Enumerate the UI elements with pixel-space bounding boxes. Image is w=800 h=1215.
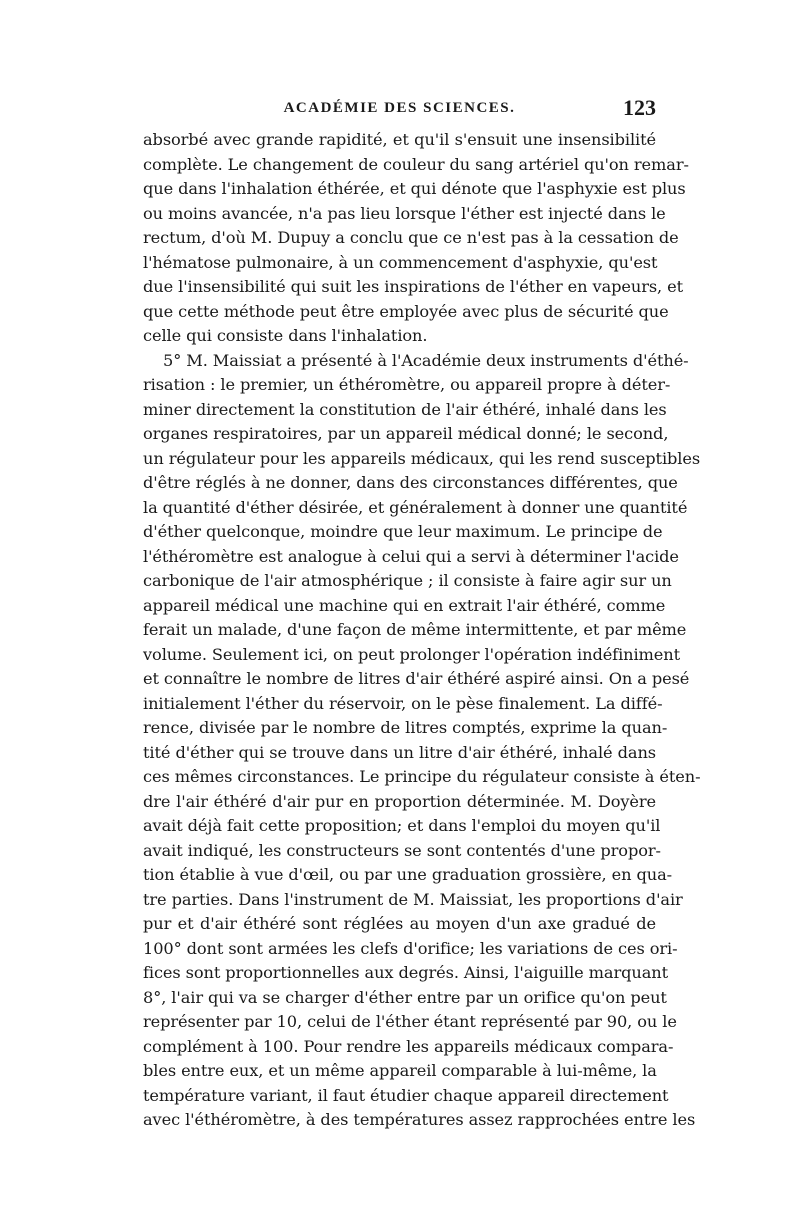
text-line: et connaître le nombre de litres d'air éthéré aspiré ainsi. On a pesé — [143, 669, 690, 688]
text-line: température variant, il faut étudier chaque appareil directement — [143, 1085, 669, 1105]
text-line: miner directement la constitution de l'air éthéré, inhalé dans les — [143, 399, 667, 419]
text-line: pur et d'air éthéré sont réglées au moyen d'un axe gradué de — [143, 914, 656, 933]
text-line: un régulateur pour les appareils médicaux, qui les rend susceptibles — [143, 448, 701, 468]
text-line: bles entre eux, et un même appareil comparable à lui-même, la — [143, 1061, 657, 1080]
text-line: due l'insensibilité qui suit les inspirations de l'éther en vapeurs, et — [143, 277, 684, 296]
text-line: celle qui consiste dans l'inhalation. — [143, 326, 428, 345]
text-line: ces mêmes circonstances. Le principe du régulateur consiste à éten- — [143, 767, 701, 786]
text-line: d'éther quelconque, moindre que leur maximum. Le principe de — [143, 522, 663, 541]
text-line: initialement l'éther du réservoir, on le pèse finalement. La diffé- — [143, 693, 663, 713]
text-line: que cette méthode peut être employée avec plus de sécurité que — [143, 301, 669, 321]
text-line: fices sont proportionnelles aux degrés. Ainsi, l'aiguille marquant — [143, 963, 668, 982]
page-number: 123 — [623, 95, 656, 120]
text-line: la quantité d'éther désirée, et généralement à donner une quantité — [143, 497, 688, 517]
text-line: organes respiratoires, par un appareil médical donné; le second, — [143, 424, 669, 443]
text-line: tité d'éther qui se trouve dans un litre d'air éthéré, inhalé dans — [143, 742, 656, 762]
text-line: rectum, d'où M. Dupuy a conclu que ce n'est pas à la cessation de — [143, 228, 679, 247]
text-line: rence, divisée par le nombre de litres comptés, exprime la quan- — [143, 718, 668, 737]
text-line: complément à 100. Pour rendre les appareils médicaux compara- — [143, 1036, 674, 1056]
running-header — [143, 95, 656, 122]
text-line: complète. Le changement de couleur du sang artériel qu'on remar- — [143, 154, 689, 174]
text-line: risation : le premier, un éthéromètre, ou appareil propre à déter- — [143, 375, 671, 394]
text-line: 8°, l'air qui va se charger d'éther entre par un orifice qu'on peut — [143, 987, 667, 1007]
text-line: ferait un malade, d'une façon de même intermittente, et par même — [143, 620, 687, 639]
text-line: avec l'éthéromètre, à des températures assez rapprochées entre les — [143, 1110, 696, 1129]
text-line: 100° dont sont armées les clefs d'orifice; les variations de ces ori- — [143, 938, 678, 958]
body-text — [143, 128, 701, 1133]
text-line: dre l'air éthéré d'air pur en proportion déterminée. M. Doyère — [143, 791, 656, 811]
text-line: représenter par 10, celui de l'éther étant représenté par 90, ou le — [143, 1012, 677, 1031]
text-line: volume. Seulement ici, on peut prolonger l'opération indéfiniment — [143, 644, 681, 664]
text-line: tion établie à vue d'œil, ou par une graduation grossière, en qua- — [143, 865, 672, 884]
text-line: appareil médical une machine qui en extrait l'air éthéré, comme — [143, 595, 666, 615]
text-line: l'hématose pulmonaire, à un commencement d'asphyxie, qu'est — [143, 252, 658, 272]
text-line: tre parties. Dans l'instrument de M. Maissiat, les proportions d'air — [143, 889, 683, 909]
running-title: ACADÉMIE DES SCIENCES. — [283, 100, 516, 116]
text-line: ou moins avancée, n'a pas lieu lorsque l'éther est injecté dans le — [143, 203, 666, 223]
text-line: avait indiqué, les constructeurs se sont contentés d'une propor- — [143, 840, 661, 860]
text-line: d'être réglés à ne donner, dans des circonstances différentes, que — [143, 473, 678, 492]
text-line: avait déjà fait cette proposition; et dans l'emploi du moyen qu'il — [143, 816, 661, 835]
text-line: que dans l'inhalation éthérée, et qui dénote que l'asphyxie est plus — [143, 179, 686, 198]
paragraph-start-line: 5° M. Maissiat a présenté à l'Académie deux instruments d'éthé- — [163, 350, 689, 370]
text-line: carbonique de l'air atmosphérique ; il consiste à faire agir sur un — [143, 571, 672, 590]
text-line: absorbé avec grande rapidité, et qu'il s'ensuit une insensibilité — [143, 130, 656, 149]
text-line: l'éthéromètre est analogue à celui qui a servi à déterminer l'acide — [143, 546, 679, 566]
